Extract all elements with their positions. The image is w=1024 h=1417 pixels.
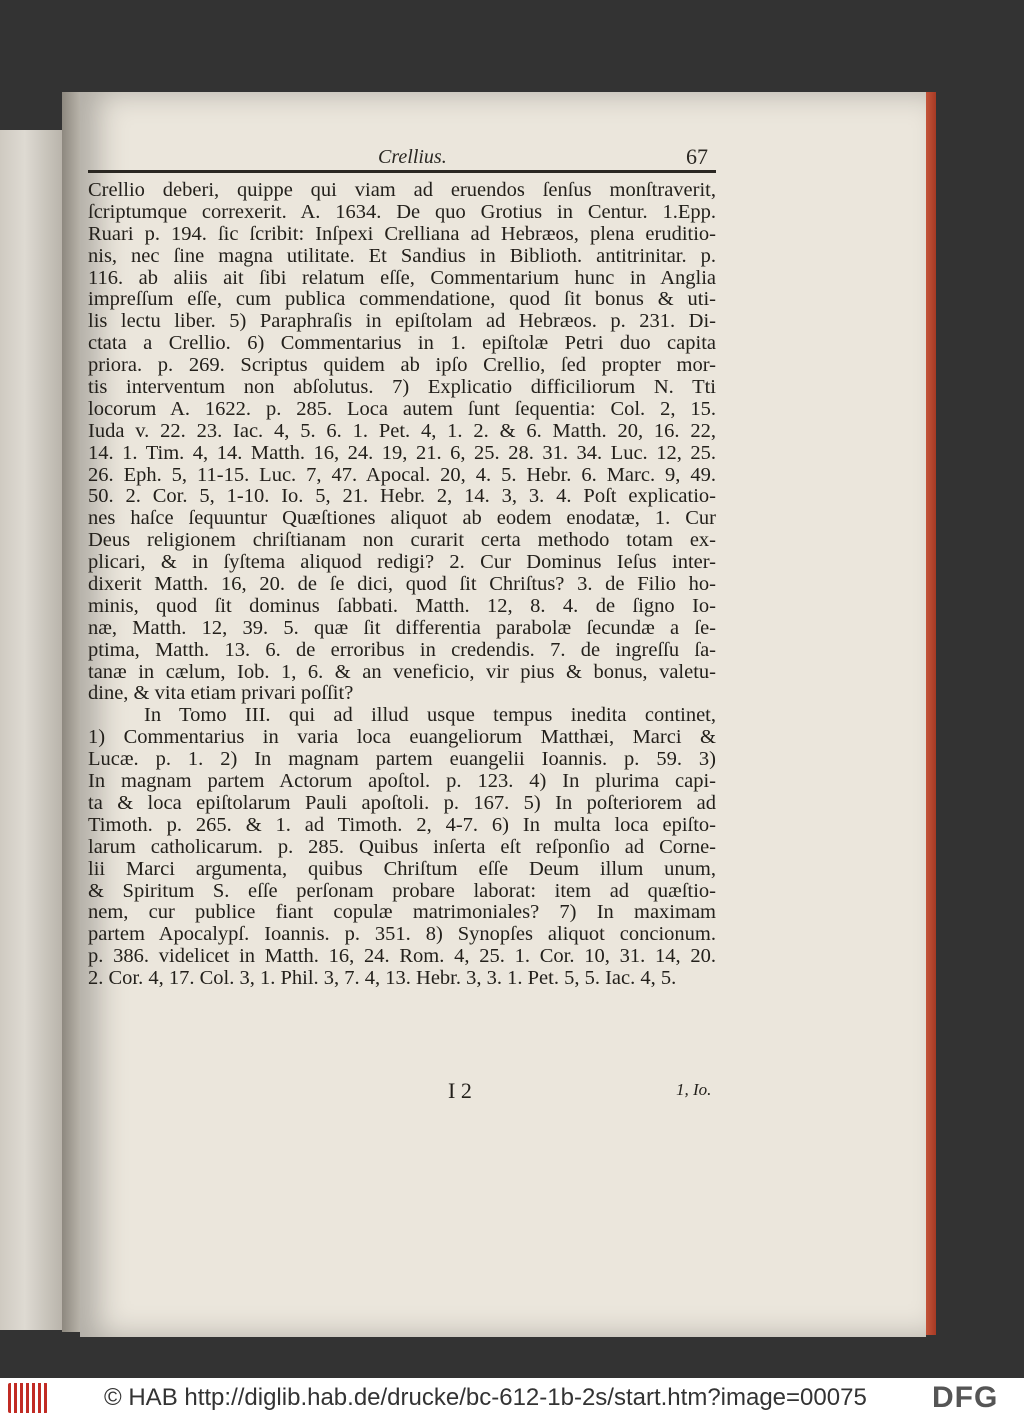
text-line: In Tomo III. qui ad illud usque tempus inedita continet, [144,705,716,727]
text-line: plicari, & in ſyſtema aliquod redigi? 2. Cur Dominus Ieſus inter- [88,552,716,574]
left-page-edge [0,130,62,1330]
text-line: Deus religionem chriſtianam non curarit certa methodo totam ex- [88,530,716,552]
text-line: 116. ab aliis ait ſibi relatum eſſe, Commentarium hunc in Anglia [88,267,716,289]
text-line: ſcriptumque correxerit. A. 1634. De quo Grotius in Centur. 1.Epp. [88,201,716,223]
text-line: lis lectu liber. 5) Paraphraſis in epiſtolam ad Hebræos. p. 231. Di- [88,311,716,333]
text-line: tis interventum non abſolutus. 7) Explicatio difficiliorum N. Tti [88,377,716,399]
text-line: 1) Commentarius in varia loca euangeliorum Matthæi, Marci & [88,727,716,749]
text-line: nes haſce ſequuntur Quæſtiones aliquot ab eodem enodatæ, 1. Cur [88,508,716,530]
footer-bar [0,1378,1024,1417]
text-line: dixerit Matth. 16, 20. de ſe dici, quod ſit Chriſtus? 3. de Filio ho- [88,574,716,596]
text-line: Ruari p. 194. ſic ſcribit: Inſpexi Crelliana ad Hebræos, plena eruditio- [88,223,716,245]
text-line: partem Apocalypſ. Ioannis. p. 351. 8) Synopſes aliquot concionum. [88,924,716,946]
text-line: 14. 1. Tim. 4, 14. Matth. 16, 24. 19, 21. 6, 25. 28. 31. 34. Luc. 12, 25. [88,442,716,464]
text-line: locorum A. 1622. p. 285. Loca autem ſunt ſequentia: Col. 2, 15. [88,398,716,420]
red-page-edge [926,92,936,1335]
text-line: & Spiritum S. eſſe perſonam probare laborat: item ad quæſtio- [88,880,716,902]
text-line: nis, nec ſine magna utilitate. Et Sandius in Biblioth. antitrinitar. p. [88,245,716,267]
catchword: 1, Io. [676,1080,712,1099]
text-line: tanæ in cælum, Iob. 1, 6. & an veneficio, vir pius & bonus, valetu- [88,661,716,683]
signature-line [88,1078,716,1104]
footer-copyright-url[interactable]: © HAB http://diglib.hab.de/drucke/bc-612-1b-2s/start.htm?image=00075 [104,1384,867,1411]
text-line: Iuda v. 22. 23. Iac. 4, 5. 6. 1. Pet. 4, 1. 2. & 6. Matth. 20, 16. 22, [88,420,716,442]
barcode-icon [8,1383,48,1413]
text-line: lii Marci argumenta, quibus Chriſtum eſſe Deum illum unum, [88,858,716,880]
text-line: impreſſum eſſe, cum publica commendatione, quod ſit bonus & uti- [88,289,716,311]
signature-mark: I 2 [448,1078,472,1103]
text-line: priora. p. 269. Scriptus quidem ab ipſo Crellio, ſed propter mor- [88,355,716,377]
text-line: ta & loca epiſtolarum Pauli apoſtoli. p. 167. 5) In poſteriorem ad [88,792,716,814]
text-line: p. 386. videlicet in Matth. 16, 24. Rom. 4, 25. 1. Cor. 10, 31. 14, 20. [88,946,716,968]
text-line: næ, Matth. 12, 39. 5. quæ ſit differentia parabolæ ſecundæ a ſe- [88,617,716,639]
text-line: Timoth. p. 265. & 1. ad Timoth. 2, 4-7. 6) In multa loca epiſto- [88,814,716,836]
page-number: 67 [686,144,708,169]
text-line: Crellio deberi, quippe qui viam ad eruendos ſenſus monſtraverit, [88,180,716,201]
text-line: nem, cur publice fiant copulæ matrimoniales? 7) In maximam [88,902,716,924]
head-rule [88,170,716,173]
body-text [88,180,716,990]
text-line: ctata a Crellio. 6) Commentarius in 1. epiſtolæ Petri duo capita [88,333,716,355]
text-line: larum catholicarum. p. 285. Quibus inſerta eſt reſponſio ad Corne- [88,836,716,858]
running-head-title: Crellius. [378,146,447,168]
text-line: minis, quod ſit dominus ſabbati. Matth. 12, 8. 4. de ſigno Io- [88,595,716,617]
text-line: ptima, Matth. 13. 6. de erroribus in credendis. 7. de ingreſſu ſa- [88,639,716,661]
text-line: Lucæ. p. 1. 2) In magnam partem euangelii Ioannis. p. 59. 3) [88,749,716,771]
running-head [88,142,716,178]
text-line: dine, & vita etiam privari poſſit? [88,683,354,705]
text-line: 2. Cor. 4, 17. Col. 3, 1. Phil. 3, 7. 4, 13. Hebr. 3, 3. 1. Pet. 5, 5. Iac. 4, 5. [88,968,677,990]
dfg-logo: DFG [932,1381,999,1414]
text-line: 26. Eph. 5, 11-15. Luc. 7, 47. Apocal. 20, 4. 5. Hebr. 6. Marc. 9, 49. [88,464,716,486]
text-line: In magnam partem Actorum apoſtol. p. 123. 4) In plurima capi- [88,771,716,793]
text-line: 50. 2. Cor. 5, 1-10. Io. 5, 21. Hebr. 2, 14. 3, 3. 4. Poſt explicatio- [88,486,716,508]
